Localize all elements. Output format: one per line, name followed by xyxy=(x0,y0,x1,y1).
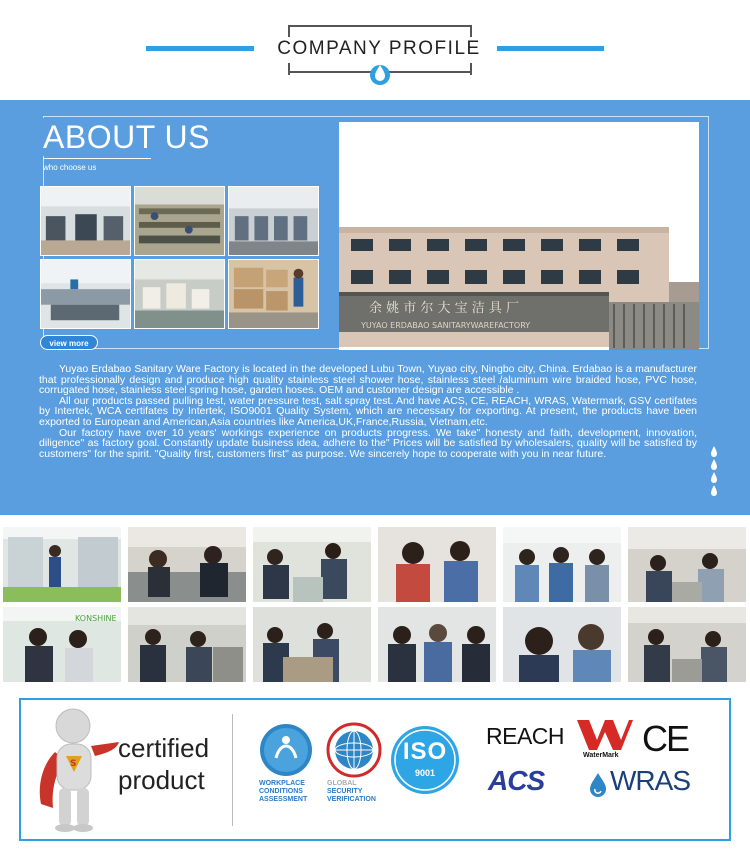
certified-line-2: product xyxy=(118,765,205,795)
factory-photo-4 xyxy=(40,259,131,329)
about-description xyxy=(39,364,697,459)
water-drop-icon xyxy=(369,60,391,86)
exhibition-photo-8 xyxy=(128,607,246,682)
gsv-label xyxy=(327,780,376,804)
exhibition-photo-4 xyxy=(378,527,496,602)
wca-label xyxy=(259,780,307,804)
water-drops-icon xyxy=(708,446,720,496)
header-frame-corner-right xyxy=(470,63,472,75)
exhibition-photo-2 xyxy=(128,527,246,602)
certified-product-label xyxy=(118,732,209,796)
exhibition-photo-12 xyxy=(628,607,746,682)
company-profile-header xyxy=(0,0,750,100)
acs-logo: ACS xyxy=(488,765,545,796)
watermark-label: WaterMark xyxy=(583,752,619,759)
about-subtitle: who choose us xyxy=(43,163,97,172)
certified-line-1: certified xyxy=(118,733,210,763)
gsv-label-line-2: SECURITY xyxy=(327,788,363,795)
factory-photo-5 xyxy=(134,259,225,329)
factory-photo-1 xyxy=(40,186,131,256)
factory-photo-3 xyxy=(228,186,319,256)
page-title: COMPANY PROFILE xyxy=(264,37,494,61)
header-frame-corner-left xyxy=(288,63,290,75)
about-title: ABOUT US xyxy=(43,118,216,156)
about-paragraph-3: Our factory have over 10 years' workings experience on products progress. We take" honesty and faith, development, innovation, diligence" as factory goal. Constantly update business idea, adhere to the" Prices will be satisfied by wholesalers, quality will be satisfied by customers" for the spirit. "Quality first, customers first" as purpose. We sincerely hope to cooperate with you in near future. xyxy=(39,426,697,460)
exhibition-photo-3 xyxy=(253,527,371,602)
header-line-right xyxy=(497,46,604,51)
wca-label-line-3: ASSESSMENT xyxy=(259,796,308,803)
factory-photo-2 xyxy=(134,186,225,256)
exhibition-photo-6 xyxy=(628,527,746,602)
iso-number: 9001 xyxy=(414,768,436,778)
header-line-left xyxy=(146,46,254,51)
about-underline xyxy=(43,158,151,159)
exhibition-photo-10 xyxy=(378,607,496,682)
cert-divider xyxy=(232,714,233,826)
wca-logo-icon xyxy=(258,722,314,778)
reach-logo: REACH xyxy=(486,723,565,749)
about-section xyxy=(0,100,750,515)
superhero-mascot-icon xyxy=(33,704,123,836)
exhibition-photo-5 xyxy=(503,527,621,602)
gsv-logo-icon xyxy=(326,722,382,778)
wras-drop-icon xyxy=(587,772,609,798)
exhibition-photo-11 xyxy=(503,607,621,682)
exhibition-photo-gallery xyxy=(0,525,750,685)
svg-text:余 姚 市 尔 大 宝 洁 具 厂: 余 姚 市 尔 大 宝 洁 具 厂 xyxy=(369,301,520,316)
certification-panel xyxy=(19,698,731,841)
gsv-label-line-1: GLOBAL xyxy=(327,780,357,787)
about-paragraph-1: Yuyao Erdabao Sanitary Ware Factory is located in the developed Lubu Town, Yuyao city, Ningbo city, China. Erdabao is a manufacturer that professionally design and produce high quality stainless steel shower hose, stainless steel /aluminum wire braided hose, PVC hose, corrugated hose, stainless steel spring hose, garden hoses. OEM and customer design are accessible . xyxy=(39,363,697,397)
svg-text:S: S xyxy=(70,759,77,769)
wras-logo: WRAS xyxy=(610,765,690,796)
wca-label-line-2: CONDITIONS xyxy=(259,788,303,795)
factory-photo-6 xyxy=(228,259,319,329)
exhibition-photo-9 xyxy=(253,607,371,682)
iso-label: ISO xyxy=(402,738,448,765)
ce-logo: CE xyxy=(642,718,689,759)
factory-sign-text: YUYAO ERDABAO SANITARYWAREFACTORY xyxy=(361,321,531,330)
view-more-button[interactable]: view more xyxy=(40,335,98,350)
exhibition-photo-7 xyxy=(3,607,121,682)
about-paragraph-2: All our products passed pulling test, water pressure test, salt spray test. And have ACS, CE, REACH, WRAS, Watermark, GSV certifates by Intertek, WCA certifates by Intertek, ISO9001 Quality System, which are necessary for exporting. At present, the products have been exported to European and American,Asia countries like America,UK,France,Russia, Vietnam,etc. xyxy=(39,394,697,428)
wca-label-line-1: WORKPLACE xyxy=(259,780,305,787)
svg-text:KONSHINE: KONSHINE xyxy=(75,614,117,623)
exhibition-photo-1 xyxy=(3,527,121,602)
gsv-label-line-3: VERIFICATION xyxy=(327,796,376,803)
watermark-logo-icon xyxy=(575,718,635,754)
factory-building-photo xyxy=(339,122,699,350)
